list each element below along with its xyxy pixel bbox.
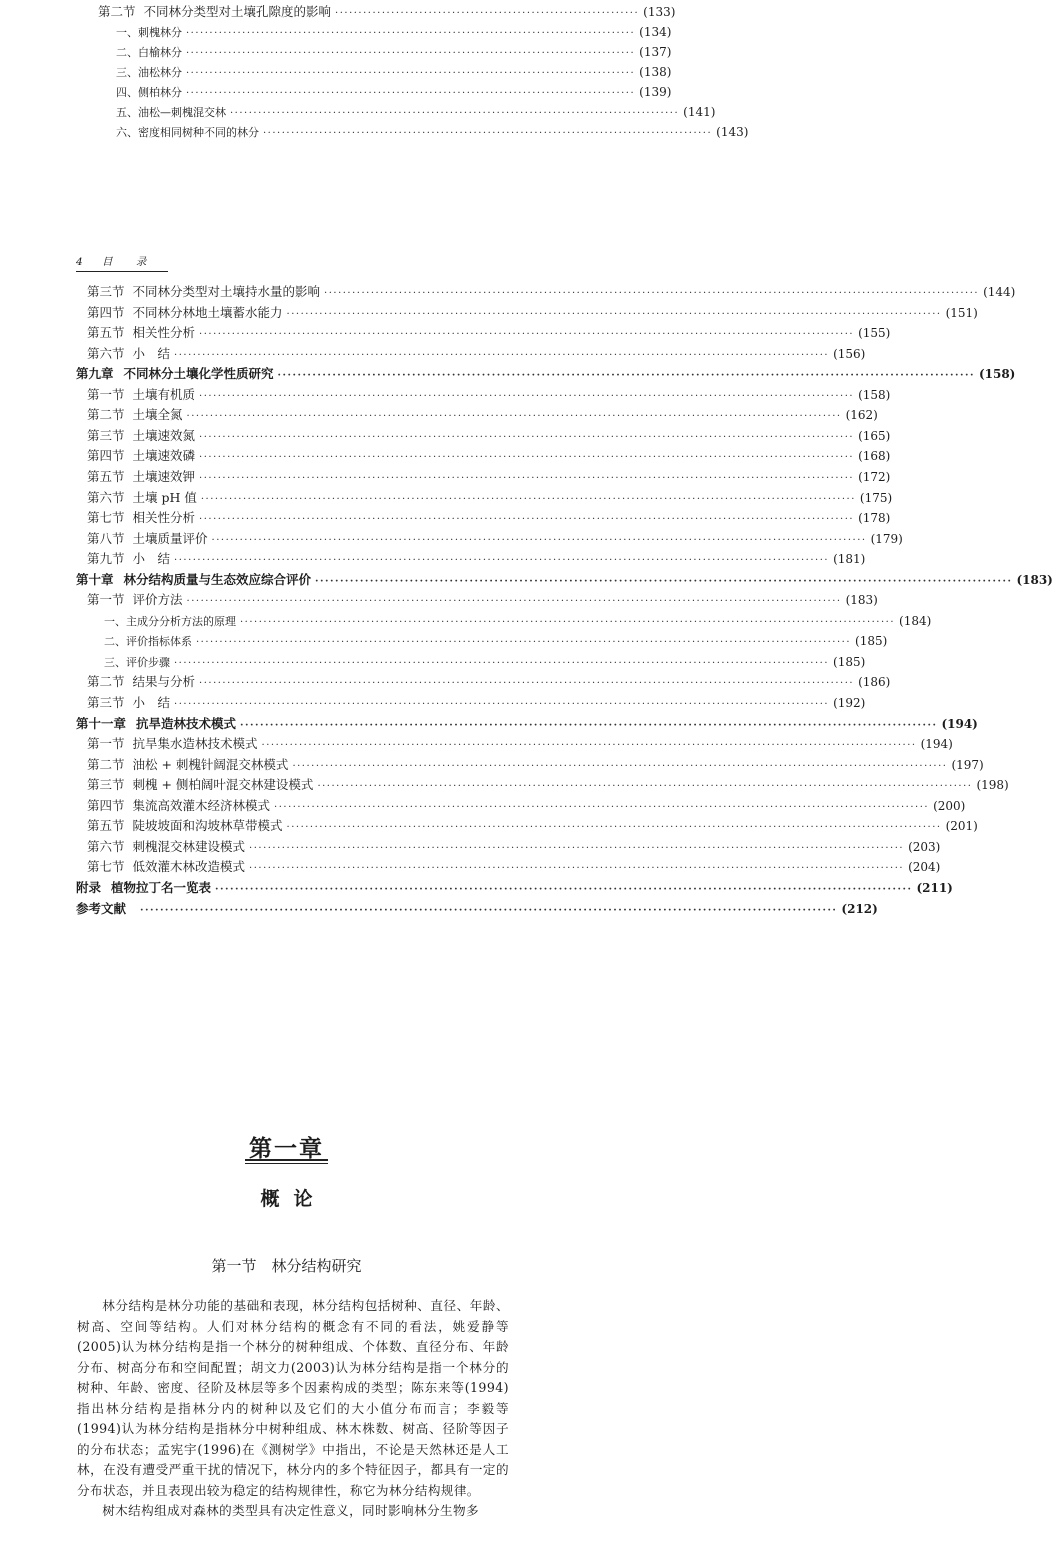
- toc-leader-dots: ············································································································································: [261, 740, 917, 751]
- toc-entry-page: (204): [908, 860, 941, 874]
- toc-entry-number: 第八节: [87, 531, 125, 546]
- toc-entry-title: 主成分分析方法的原理: [126, 615, 236, 628]
- toc-entry-page: (155): [858, 326, 891, 340]
- toc-entry-page: (211): [916, 881, 953, 895]
- toc-leader-dots: ············································································································································: [199, 678, 855, 689]
- toc-leader-dots: ············································································································································: [174, 350, 830, 361]
- toc-entry-number: 第五节: [87, 325, 125, 340]
- toc-leader-dots: ············································································································································: [249, 843, 905, 854]
- toc-entry-title: 土壤全氮: [132, 407, 183, 422]
- toc-leader-dots: ············································································································································: [186, 411, 842, 422]
- toc-entry-number: 三、: [104, 656, 126, 669]
- toc-entry: [87, 838, 941, 856]
- toc-entry-title: 集流高效灌木经济林模式: [132, 798, 271, 813]
- toc-entry-page: (134): [639, 25, 672, 39]
- toc-entry: [116, 103, 716, 121]
- toc-entry-page: (165): [858, 429, 891, 443]
- toc-entry-title: 土壤 pH 值: [132, 490, 197, 505]
- toc-entry-page: (184): [899, 614, 932, 628]
- toc-entry-number: 四、: [116, 86, 138, 99]
- toc-entry-page: (178): [858, 511, 891, 525]
- toc-entry-number: 二、: [116, 46, 138, 59]
- toc-entry-title: 油松 + 刺槐针阔混交林模式: [132, 757, 289, 772]
- toc-leader-dots: ············································································································································: [196, 637, 852, 648]
- chapter-title-rule: [245, 1159, 328, 1161]
- toc-leader-dots: ·································································: [335, 8, 640, 19]
- toc-entry-number: 一、: [104, 615, 126, 628]
- toc-entry: [104, 653, 866, 671]
- toc-entry-page: (183): [1016, 573, 1053, 587]
- toc-leader-dots: ············································································································································: [174, 658, 830, 669]
- toc-entry-title: 不同林分类型对土壤孔隙度的影响: [143, 4, 332, 19]
- toc-entry-number: 第三节: [87, 284, 125, 299]
- toc-entry-page: (181): [833, 552, 866, 566]
- toc-leader-dots: ································································································: [263, 128, 713, 139]
- toc-entry: [87, 468, 891, 486]
- toc-leader-dots: ············································································································································: [199, 391, 855, 402]
- toc-leader-dots: ············································································································································: [317, 781, 973, 792]
- toc-entry-number: 第一节: [87, 736, 125, 751]
- toc-entry-number: 第六节: [87, 839, 125, 854]
- toc-entry: [87, 817, 978, 835]
- toc-entry-title: 不同林分类型对土壤持水量的影响: [132, 284, 321, 299]
- toc-entry-page: (212): [841, 902, 878, 916]
- toc-entry-number: 第三节: [87, 428, 125, 443]
- toc-leader-dots: ············································································································································: [274, 802, 930, 813]
- toc-entry-number: 第二节: [87, 674, 125, 689]
- toc-entry: [116, 43, 672, 61]
- chapter-subtitle: 概论: [260, 1188, 327, 1210]
- toc-entry-title: 土壤速效钾: [132, 469, 196, 484]
- toc-entry-page: (172): [858, 470, 891, 484]
- section-heading: 第一节 林分结构研究: [211, 1257, 362, 1275]
- toc-leader-dots: ············································································································································: [249, 863, 905, 874]
- toc-entry-title: 土壤速效磷: [132, 448, 196, 463]
- toc-entry: [116, 123, 749, 141]
- toc-entry-number: 第五节: [87, 469, 125, 484]
- toc-entry-page: (179): [870, 532, 903, 546]
- toc-entry: [87, 858, 941, 876]
- toc-entry-title: 结果与分析: [132, 674, 196, 689]
- toc-chapter-entry: [76, 715, 978, 733]
- toc-entry-number: 第一节: [87, 592, 125, 607]
- toc-entry-page: (162): [845, 408, 878, 422]
- toc-entry: [116, 23, 672, 41]
- toc-entry-page: (192): [833, 696, 866, 710]
- toc-entry-number: 五、: [116, 106, 138, 119]
- toc-entry-title: 白榆林分: [138, 46, 182, 59]
- toc-entry-number: 第七节: [87, 510, 125, 525]
- toc-leader-dots: ············································································································································: [186, 596, 842, 607]
- running-head: 目 录: [102, 256, 157, 268]
- toc-entry: [87, 776, 1009, 794]
- toc-entry: [87, 304, 978, 322]
- toc-entry-page: (198): [976, 778, 1009, 792]
- toc-entry-number: 第四节: [87, 798, 125, 813]
- toc-entry-title: 相关性分析: [132, 510, 196, 525]
- toc-entry-number: 第二节: [98, 4, 136, 19]
- toc-entry-title: 相关性分析: [132, 325, 196, 340]
- toc-entry-number: 参考文献: [76, 901, 127, 916]
- toc-entry-number: 三、: [116, 66, 138, 79]
- toc-leader-dots: ············································································································································: [174, 555, 830, 566]
- toc-entry-title: 油松林分: [138, 66, 182, 79]
- toc-entry-number: 第九节: [87, 551, 125, 566]
- toc-leader-dots: ································································································: [186, 28, 636, 39]
- page-number: 4: [76, 256, 91, 268]
- toc-entry-number: 第六节: [87, 346, 125, 361]
- toc-entry-title: 植物拉丁名一览表: [111, 880, 212, 895]
- toc-entry-number: 第一节: [87, 387, 125, 402]
- toc-entry-title: 抗旱造林技术模式: [136, 716, 237, 731]
- toc-entry-page: (194): [941, 717, 978, 731]
- toc-entry-page: (158): [858, 388, 891, 402]
- paragraph: 树木结构组成对森林的类型具有决定性意义，同时影响林分生物多: [102, 1503, 480, 1518]
- toc-leader-dots: ············································································································································: [200, 494, 856, 505]
- toc-entry-page: (185): [833, 655, 866, 669]
- toc-entry-title: 小 结: [132, 346, 171, 361]
- toc-entry: [87, 427, 891, 445]
- toc-entry-title: 刺槐 + 侧柏阔叶混交林建设模式: [132, 777, 314, 792]
- toc-leader-dots: ············································································································································: [140, 905, 838, 916]
- toc-entry-title: 小 结: [132, 551, 171, 566]
- toc-entry: [87, 694, 866, 712]
- toc-entry-page: (158): [978, 367, 1016, 381]
- toc-entry-title: 低效灌木林改造模式: [132, 859, 246, 874]
- toc-leader-dots: ············································································································································: [324, 288, 980, 299]
- header-divider: [76, 271, 168, 272]
- toc-entry: [87, 489, 893, 507]
- toc-entry-page: (168): [858, 449, 891, 463]
- toc-entry-title: 评价指标体系: [126, 635, 192, 648]
- toc-leader-dots: ············································································································································: [286, 309, 942, 320]
- toc-entry-title: 油松—刺槐混交林: [138, 106, 226, 119]
- toc-entry-title: 评价方法: [132, 592, 183, 607]
- toc-entry-title: 刺槐林分: [138, 26, 182, 39]
- toc-entry-number: 一、: [116, 26, 138, 39]
- toc-leader-dots: ············································································································································: [315, 576, 1013, 587]
- toc-entry-number: 第五节: [87, 818, 125, 833]
- toc-entry-page: (203): [908, 840, 941, 854]
- toc-entry-title: 不同林分土壤化学性质研究: [123, 366, 274, 381]
- toc-entry: [87, 756, 984, 774]
- toc-entry-page: (183): [845, 593, 878, 607]
- toc-entry-page: (186): [858, 675, 891, 689]
- toc-entry: [87, 447, 891, 465]
- toc-chapter-entry: [76, 571, 1053, 589]
- toc-entry-page: (144): [983, 285, 1016, 299]
- toc-entry: [104, 612, 932, 630]
- toc-chapter-entry: [76, 365, 1016, 383]
- toc-entry-page: (143): [716, 125, 749, 139]
- toc-leader-dots: ································································································: [186, 48, 636, 59]
- chapter-title: 第一章: [249, 1135, 324, 1162]
- toc-entry-page: (151): [945, 306, 978, 320]
- toc-entry-page: (197): [951, 758, 984, 772]
- toc-entry-title: 小 结: [132, 695, 171, 710]
- toc-leader-dots: ································································································: [186, 68, 636, 79]
- toc-entry-title: 陡坡坡面和沟坡林草带模式: [132, 818, 283, 833]
- toc-entry-page: (133): [643, 5, 676, 19]
- toc-entry-page: (138): [639, 65, 672, 79]
- toc-entry-page: (139): [639, 85, 672, 99]
- toc-entry-page: (201): [945, 819, 978, 833]
- toc-entry-number: 第四节: [87, 448, 125, 463]
- toc-entry: [104, 632, 888, 650]
- toc-entry-number: 第二节: [87, 757, 125, 772]
- toc-leader-dots: ············································································································································: [240, 720, 938, 731]
- toc-entry: [87, 673, 891, 691]
- toc-entry-title: 抗旱集水造林技术模式: [132, 736, 258, 751]
- toc-entry: [87, 509, 891, 527]
- toc-entry: [87, 324, 891, 342]
- body-text: [77, 1296, 509, 1522]
- toc-entry-number: 第六节: [87, 490, 125, 505]
- toc-entry-number: 第四节: [87, 305, 125, 320]
- toc-entry-number: 第九章: [76, 366, 114, 381]
- toc-entry-page: (156): [833, 347, 866, 361]
- toc-entry: [87, 797, 966, 815]
- toc-leader-dots: ············································································································································: [199, 329, 855, 340]
- toc-entry: [116, 83, 672, 101]
- toc-entry: [116, 63, 672, 81]
- toc-leader-dots: ············································································································································: [277, 370, 975, 381]
- toc-chapter-entry: [76, 879, 953, 897]
- toc-leader-dots: ············································································································································: [199, 452, 855, 463]
- toc-entry-title: 密度相同树种不同的林分: [138, 126, 259, 139]
- toc-entry-page: (141): [683, 105, 716, 119]
- toc-entry-title: 土壤质量评价: [132, 531, 208, 546]
- page-header: [76, 254, 168, 269]
- toc-entry-title: 刺槐混交林建设模式: [132, 839, 246, 854]
- toc-leader-dots: ············································································································································: [199, 514, 855, 525]
- toc-leader-dots: ············································································································································: [199, 432, 855, 443]
- toc-leader-dots: ············································································································································: [215, 884, 913, 895]
- toc-entry-page: (185): [855, 634, 888, 648]
- toc-entry: [87, 591, 878, 609]
- toc-entry-number: 第三节: [87, 695, 125, 710]
- toc-entry-number: 第十一章: [76, 716, 127, 731]
- toc-entry: [87, 530, 903, 548]
- toc-entry-number: 六、: [116, 126, 138, 139]
- toc-entry: [87, 386, 891, 404]
- toc-leader-dots: ············································································································································: [292, 761, 948, 772]
- toc-entry-page: (194): [920, 737, 953, 751]
- toc-entry: [87, 283, 1016, 301]
- toc-entry-number: 二、: [104, 635, 126, 648]
- toc-entry-number: 第三节: [87, 777, 125, 792]
- toc-entry: [87, 735, 953, 753]
- toc-leader-dots: ································································································: [230, 108, 680, 119]
- toc-entry: [87, 345, 866, 363]
- toc-entry-title: 评价步骤: [126, 656, 170, 669]
- toc-entry-number: 第二节: [87, 407, 125, 422]
- toc-entry-title: 林分结构质量与生态效应综合评价: [123, 572, 312, 587]
- toc-entry-title: 土壤速效氮: [132, 428, 196, 443]
- toc-leader-dots: ············································································································································: [174, 699, 830, 710]
- toc-leader-dots: ············································································································································: [199, 473, 855, 484]
- toc-entry-page: (137): [639, 45, 672, 59]
- toc-entry-page: (200): [933, 799, 966, 813]
- toc-leader-dots: ············································································································································: [211, 535, 867, 546]
- paragraph: 林分结构是林分功能的基础和表现，林分结构包括树种、直径、年龄、树高、空间等结构。人们对林分结构的概念有不同的看法，姚爱静等(2005)认为林分结构是指一个林分的树种组成、个体数、直径分布、年龄分布、树高分布和空间配置；胡文力(2003)认为林分结构是指一个林分的树种、年龄、密度、径阶及林层等多个因素构成的类型；陈东来等(1994)指出林分结构是指林分内的树种以及它们的大小值分布而言；李毅等(1994)认为林分结构是指林分中树种组成、林木株数、树高、径阶等因子的分布状态；孟宪宇(1996)在《测树学》中指出，不论是天然林还是人工林，在没有遭受严重干扰的情况下，林分内的多个特征因子，都具有一定的分布状态，并且表现出较为稳定的结构规律性，称它为林分结构规律。: [77, 1298, 509, 1498]
- toc-entry-title: 不同林分林地土壤蓄水能力: [132, 305, 283, 320]
- toc-entry-number: 第十章: [76, 572, 114, 587]
- toc-entry-title: 土壤有机质: [132, 387, 196, 402]
- toc-chapter-entry: [76, 900, 878, 918]
- toc-entry-number: 附录: [76, 880, 102, 895]
- toc-entry: [87, 406, 878, 424]
- toc-entry-title: 侧柏林分: [138, 86, 182, 99]
- toc-entry: [98, 3, 676, 21]
- toc-entry-page: (175): [859, 491, 893, 505]
- toc-entry: [87, 550, 866, 568]
- chapter-title-rule: [245, 1163, 328, 1164]
- toc-leader-dots: ············································································································································: [240, 617, 896, 628]
- toc-leader-dots: ············································································································································: [286, 822, 942, 833]
- toc-entry-number: 第七节: [87, 859, 125, 874]
- toc-leader-dots: ································································································: [186, 88, 636, 99]
